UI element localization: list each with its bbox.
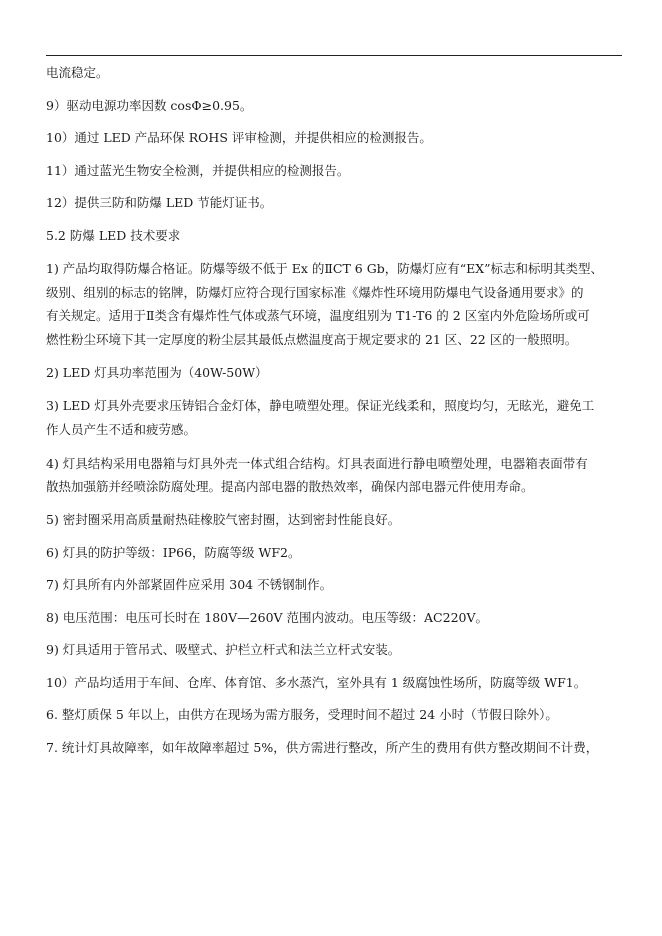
- paragraph: [46, 394, 626, 441]
- text-line: 5) 密封圈采用高质量耐热硅橡胶气密封圈，达到密封性能良好。: [46, 512, 401, 527]
- paragraph: [46, 607, 626, 629]
- paragraph: [46, 362, 626, 384]
- paragraph: [46, 509, 626, 531]
- text-line: 级别、组别的标志的铭牌，防爆灯应符合现行国家标准《爆炸性环境用防爆电气设备通用要求》的: [46, 284, 584, 300]
- paragraph: [46, 95, 626, 117]
- text-line: 电流稳定。: [46, 65, 109, 80]
- text-line: 5.2 防爆 LED 技术要求: [46, 227, 181, 243]
- text-line: 10）产品均适用于车间、仓库、体育馆、多水蒸汽，室外具有 1 级腐蚀性场所，防腐等级 WF1。: [46, 674, 587, 690]
- text-line: 6) 灯具的防护等级：IP66，防腐等级 WF2。: [46, 544, 301, 560]
- section-heading: [46, 225, 626, 247]
- paragraph: [46, 192, 626, 214]
- paragraph: [46, 574, 626, 596]
- text-line: 作人员产生不适和疲劳感。: [46, 421, 197, 437]
- text-line: 12）提供三防和防爆 LED 节能灯证书。: [46, 195, 273, 210]
- paragraph: [46, 672, 626, 694]
- text-line: 9）驱动电源功率因数 cosΦ≥0.95。: [46, 97, 253, 113]
- text-line: 8) 电压范围：电压可长时在 180V—260V 范围内波动。电压等级：AC220V。: [46, 609, 488, 625]
- text-line: 7) 灯具所有内外部紧固件应采用 304 不锈钢制作。: [46, 577, 333, 592]
- text-line: 有关规定。适用于Ⅱ类含有爆炸性气体或蒸气环境，温度组别为 T1-T6 的 2 区室内外危险场所或可: [46, 308, 590, 323]
- text-line: 11）通过蓝光生物安全检测，并提供相应的检测报告。: [46, 162, 350, 178]
- document-body: [46, 62, 626, 769]
- paragraph: [46, 257, 626, 351]
- paragraph: [46, 452, 626, 499]
- text-line: 6. 整灯质保 5 年以上，由供方在现场为需方服务，受理时间不超过 24 小时（节假日除外）。: [46, 707, 558, 722]
- paragraph: [46, 639, 626, 661]
- header-rule: [46, 55, 622, 56]
- paragraph: [46, 127, 626, 149]
- paragraph: [46, 704, 626, 726]
- paragraph: [46, 160, 626, 182]
- paragraph: [46, 542, 626, 564]
- text-line: 2) LED 灯具功率范围为（40W-50W）: [46, 364, 268, 380]
- paragraph: [46, 737, 626, 759]
- text-line: 散热加强筋并经喷涂防腐处理。提高内部电器的散热效率，确保内部电器元件使用寿命。: [46, 479, 534, 494]
- text-line: 1) 产品均取得防爆合格证。防爆等级不低于 Ex 的ⅡCT 6 Gb，防爆灯应有“EX”标志和标明其类型、: [46, 261, 604, 276]
- text-line: 7. 统计灯具故障率，如年故障率超过 5%，供方需进行整改，所产生的费用有供方整改期间不计费，: [46, 739, 599, 755]
- text-line: 9) 灯具适用于管吊式、吸壁式、护栏立杆式和法兰立杆式安装。: [46, 642, 401, 657]
- paragraph: [46, 62, 626, 84]
- text-line: 3) LED 灯具外壳要求压铸铝合金灯体，静电喷塑处理。保证光线柔和，照度均匀，无眩光，避免工: [46, 398, 595, 413]
- text-line: 10）通过 LED 产品环保 ROHS 评审检测，并提供相应的检测报告。: [46, 130, 432, 145]
- text-line: 燃性粉尘环境下其一定厚度的粉尘层其最低点燃温度高于规定要求的 21 区、22 区的一般照明。: [46, 331, 578, 347]
- text-line: 4) 灯具结构采用电器箱与灯具外壳一体式组合结构。灯具表面进行静电喷塑处理，电器箱表面带有: [46, 455, 588, 471]
